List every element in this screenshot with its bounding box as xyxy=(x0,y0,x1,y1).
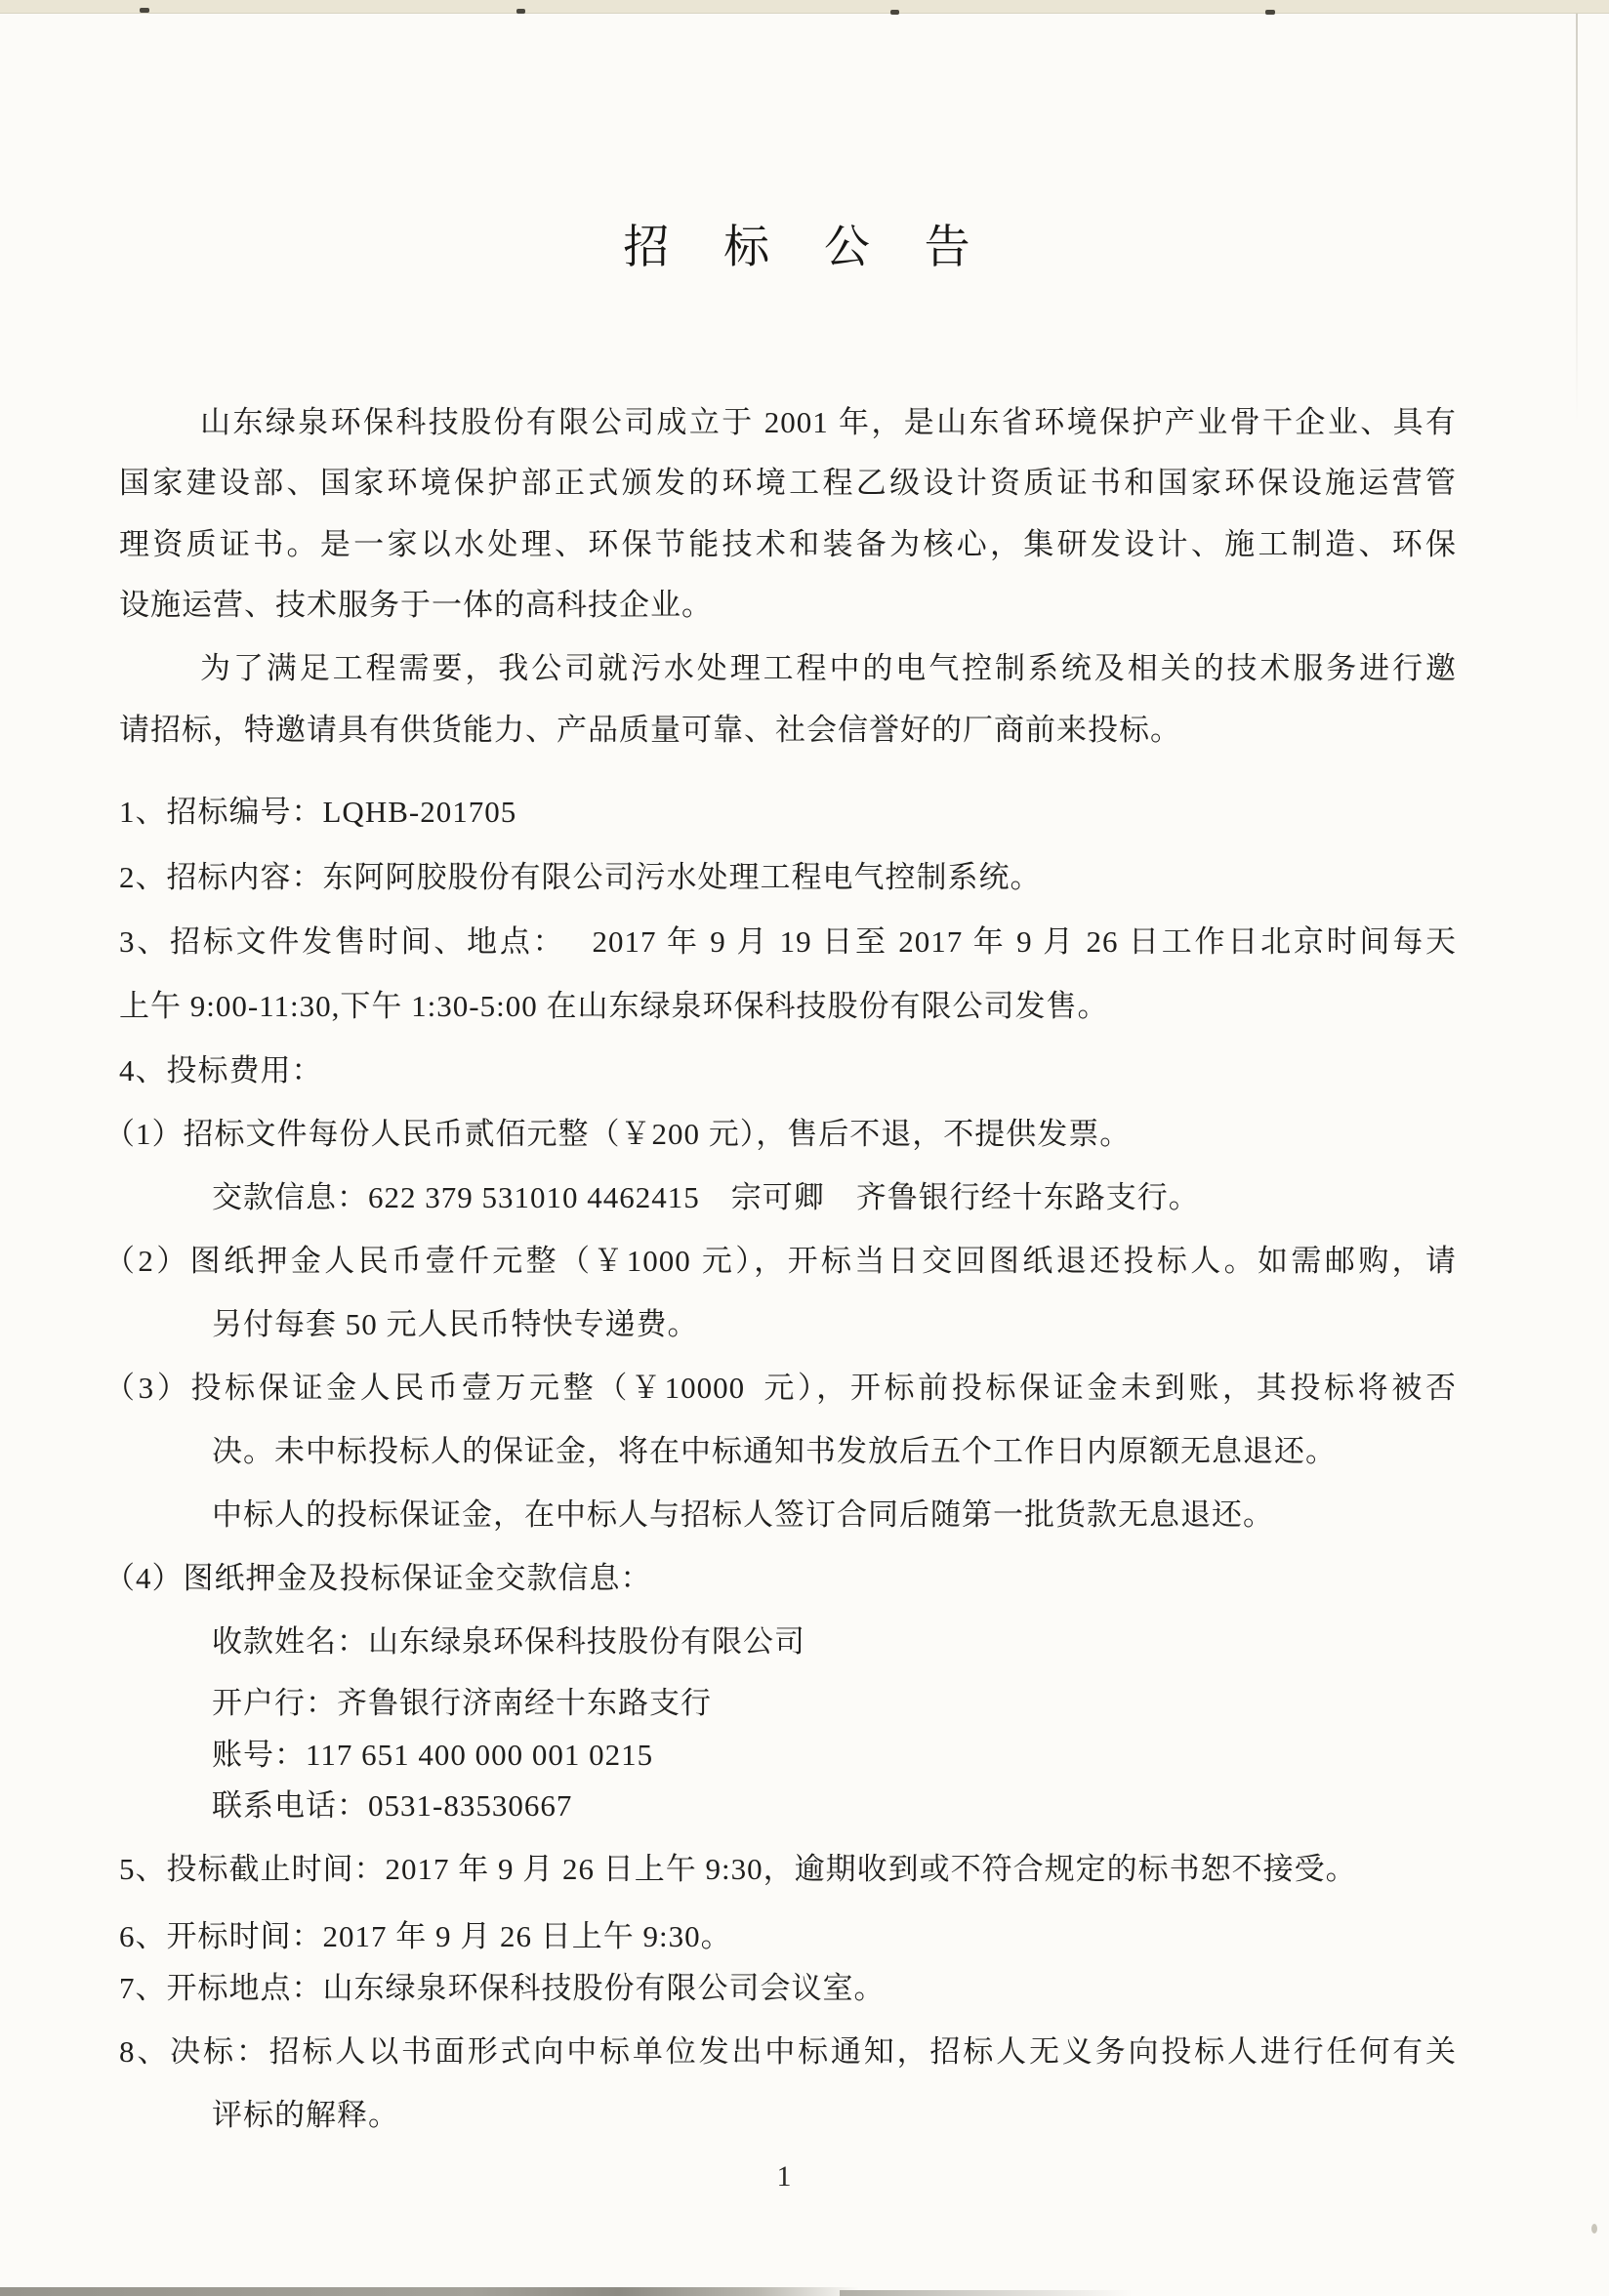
scan-edge-bottom xyxy=(840,2290,1133,2296)
scan-speck xyxy=(890,10,899,15)
intro-line-2: 国家建设部、国家环境保护部正式颁发的环境工程乙级设计资质证书和国家环保设施运营管 xyxy=(119,466,1457,500)
fee-4-account-number: 账号：117 651 400 000 001 0215 xyxy=(212,1738,654,1772)
fee-1-payment-info: 交款信息：622 379 531010 4462415 宗可卿 齐鲁银行经十东路支行。 xyxy=(212,1180,1200,1214)
clause-3-sale-time-line-1: 3、招标文件发售时间、地点： 2017 年 9 月 19 日至 2017 年 9 月 26 日工作日北京时间每天 xyxy=(119,924,1457,959)
fee-4-heading: （4）图纸押金及投标保证金交款信息： xyxy=(104,1561,652,1595)
page-number: 1 xyxy=(776,2160,792,2193)
fee-3-line-3: 中标人的投标保证金，在中标人与招标人签订合同后随第一批货款无息退还。 xyxy=(212,1497,1274,1532)
fee-4-bank: 开户行：齐鲁银行济南经十东路支行 xyxy=(212,1686,712,1720)
scan-speck xyxy=(1591,2224,1597,2234)
clause-8-award-line-1: 8、决标：招标人以书面形式向中标单位发出中标通知，招标人无义务向投标人进行任何有关 xyxy=(119,2034,1457,2069)
clause-5-deadline: 5、投标截止时间：2017 年 9 月 26 日上午 9:30，逾期收到或不符合规定的标书恕不接受。 xyxy=(119,1852,1357,1886)
invitation-line-1: 为了满足工程需要，我公司就污水处理工程中的电气控制系统及相关的技术服务进行邀 xyxy=(200,651,1457,685)
fee-4-payee-name: 收款姓名：山东绿泉环保科技股份有限公司 xyxy=(212,1624,805,1659)
intro-line-4: 设施运营、技术服务于一体的高科技企业。 xyxy=(119,588,713,622)
fee-3-line-2: 决。未中标投标人的保证金，将在中标通知书发放后五个工作日内原额无息退还。 xyxy=(212,1434,1337,1468)
intro-line-1: 山东绿泉环保科技股份有限公司成立于 2001 年，是山东省环境保护产业骨干企业、具有 xyxy=(200,405,1457,439)
scan-speck xyxy=(516,9,525,14)
clause-4-heading: 4、投标费用： xyxy=(119,1053,323,1087)
clause-6-opening-time: 6、开标时间：2017 年 9 月 26 日上午 9:30。 xyxy=(119,1919,732,1953)
clause-3-sale-time-line-2: 上午 9:00-11:30,下午 1:30-5:00 在山东绿泉环保科技股份有限公司发售。 xyxy=(119,989,1109,1023)
clause-8-award-line-2: 评标的解释。 xyxy=(212,2098,399,2132)
scan-edge-bottom xyxy=(0,2287,859,2296)
invitation-line-2: 请招标，特邀请具有供货能力、产品质量可靠、社会信誉好的厂商前来投标。 xyxy=(119,713,1181,747)
fee-4-contact-phone: 联系电话：0531-83530667 xyxy=(212,1788,573,1823)
fee-2-line-1: （2）图纸押金人民币壹仟元整（￥1000 元），开标当日交回图纸退还投标人。如需邮购，请 xyxy=(104,1244,1457,1278)
scan-edge-top xyxy=(0,0,1609,14)
fee-2-line-2: 另付每套 50 元人民币特快专递费。 xyxy=(212,1307,699,1341)
clause-7-opening-place: 7、开标地点：山东绿泉环保科技股份有限公司会议室。 xyxy=(119,1971,886,2005)
fee-1-line-1: （1）招标文件每份人民币贰佰元整（￥200 元），售后不退，不提供发票。 xyxy=(104,1117,1132,1151)
document-title: 招 标 公 告 xyxy=(623,223,992,273)
clause-2-tender-content: 2、招标内容：东阿阿胶股份有限公司污水处理工程电气控制系统。 xyxy=(119,860,1042,894)
fee-3-line-1: （3）投标保证金人民币壹万元整（￥10000 元），开标前投标保证金未到账，其投标将被否 xyxy=(104,1371,1457,1405)
intro-line-3: 理资质证书。是一家以水处理、环保节能技术和装备为核心，集研发设计、施工制造、环保 xyxy=(119,527,1457,561)
scan-speck xyxy=(1265,10,1275,15)
scan-speck xyxy=(140,8,149,13)
clause-1-tender-number: 1、招标编号：LQHB-201705 xyxy=(119,795,517,829)
